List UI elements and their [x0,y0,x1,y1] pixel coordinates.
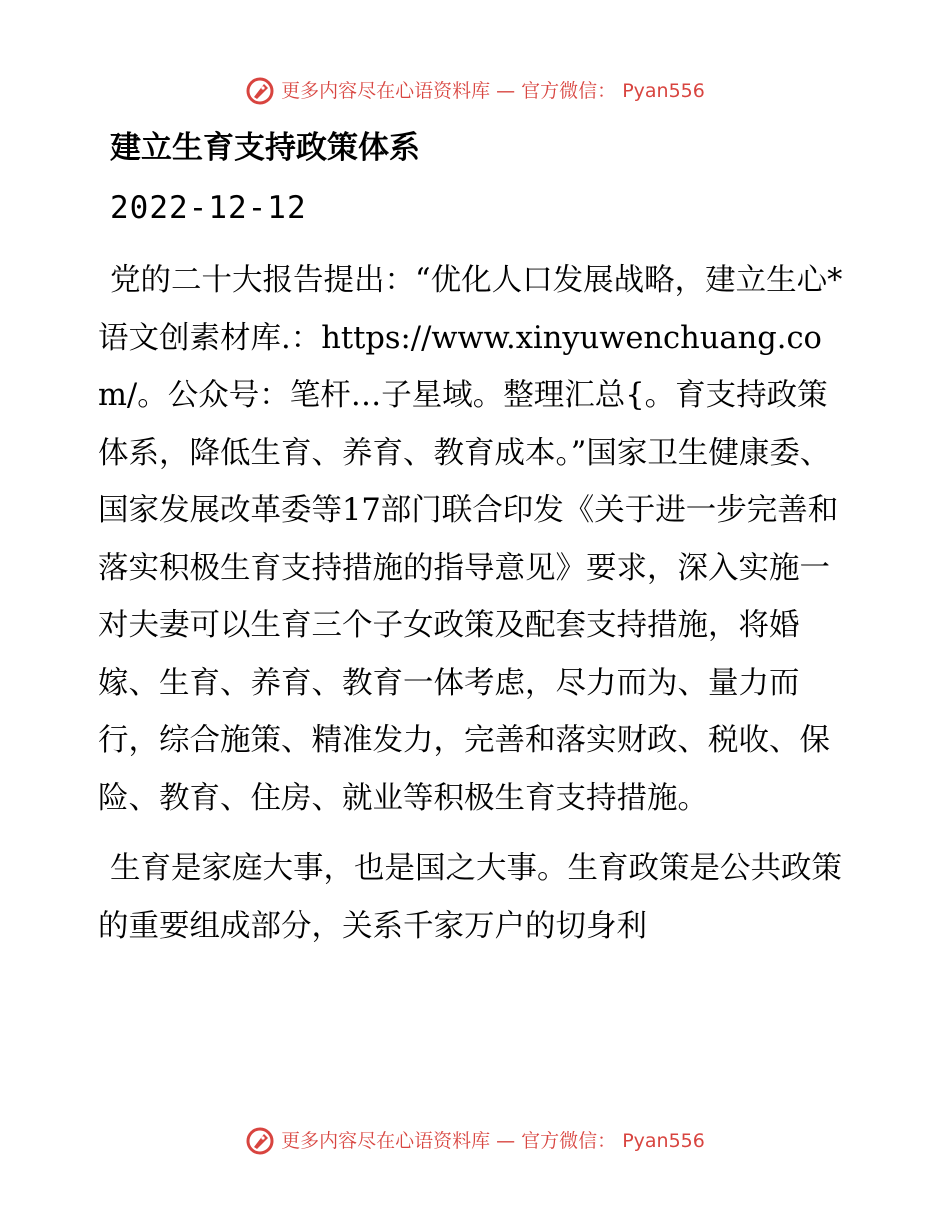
banner-wechat-label: 官方微信： [521,1130,617,1152]
banner-text: 更多内容尽在心语资料库 [281,1130,491,1152]
header-banner [0,76,950,106]
paragraph: 生育是家庭大事，也是国之大事。生育政策是公共政策的重要组成部分，关系千家万户的切身利 [98,851,842,944]
banner-separator: — [496,80,516,102]
paragraph: 党的二十大报告提出：“优化人口发展战略，建立生心*语文创素材库.：https://www.xinyuwenchuang.com/。公众号：笔杆…子星域。整理汇总{。育支持政策体系，降低生育、养育、教育成本。”国家卫生健康委、国家发展改革委等17部门联合印发《关于进一步完善和落实积极生育支持措施的指导意见》要求，深入实施一对夫妻可以生育三个子女政策及配套支持措施，将婚嫁、生育、养育、教育一体考虑，尽力而为、量力而行，综合施策、精准发力，完善和落实财政、税收、保险、教育、住房、就业等积极生育支持措施。 [98,263,843,816]
document-body [98,126,858,955]
banner-separator: — [496,1130,516,1152]
pen-nib-circle-icon [245,76,275,106]
banner-wechat-label: 官方微信： [521,80,617,102]
document-title: 建立生育支持政策体系 [110,130,420,166]
document-date: 2022-12-12 [110,190,307,226]
footer-banner [0,1126,950,1156]
banner-text: 更多内容尽在心语资料库 [281,80,491,102]
banner-wechat-handle: Pyan556 [622,80,705,102]
pen-nib-circle-icon [245,1126,275,1156]
banner-wechat-handle: Pyan556 [622,1130,705,1152]
